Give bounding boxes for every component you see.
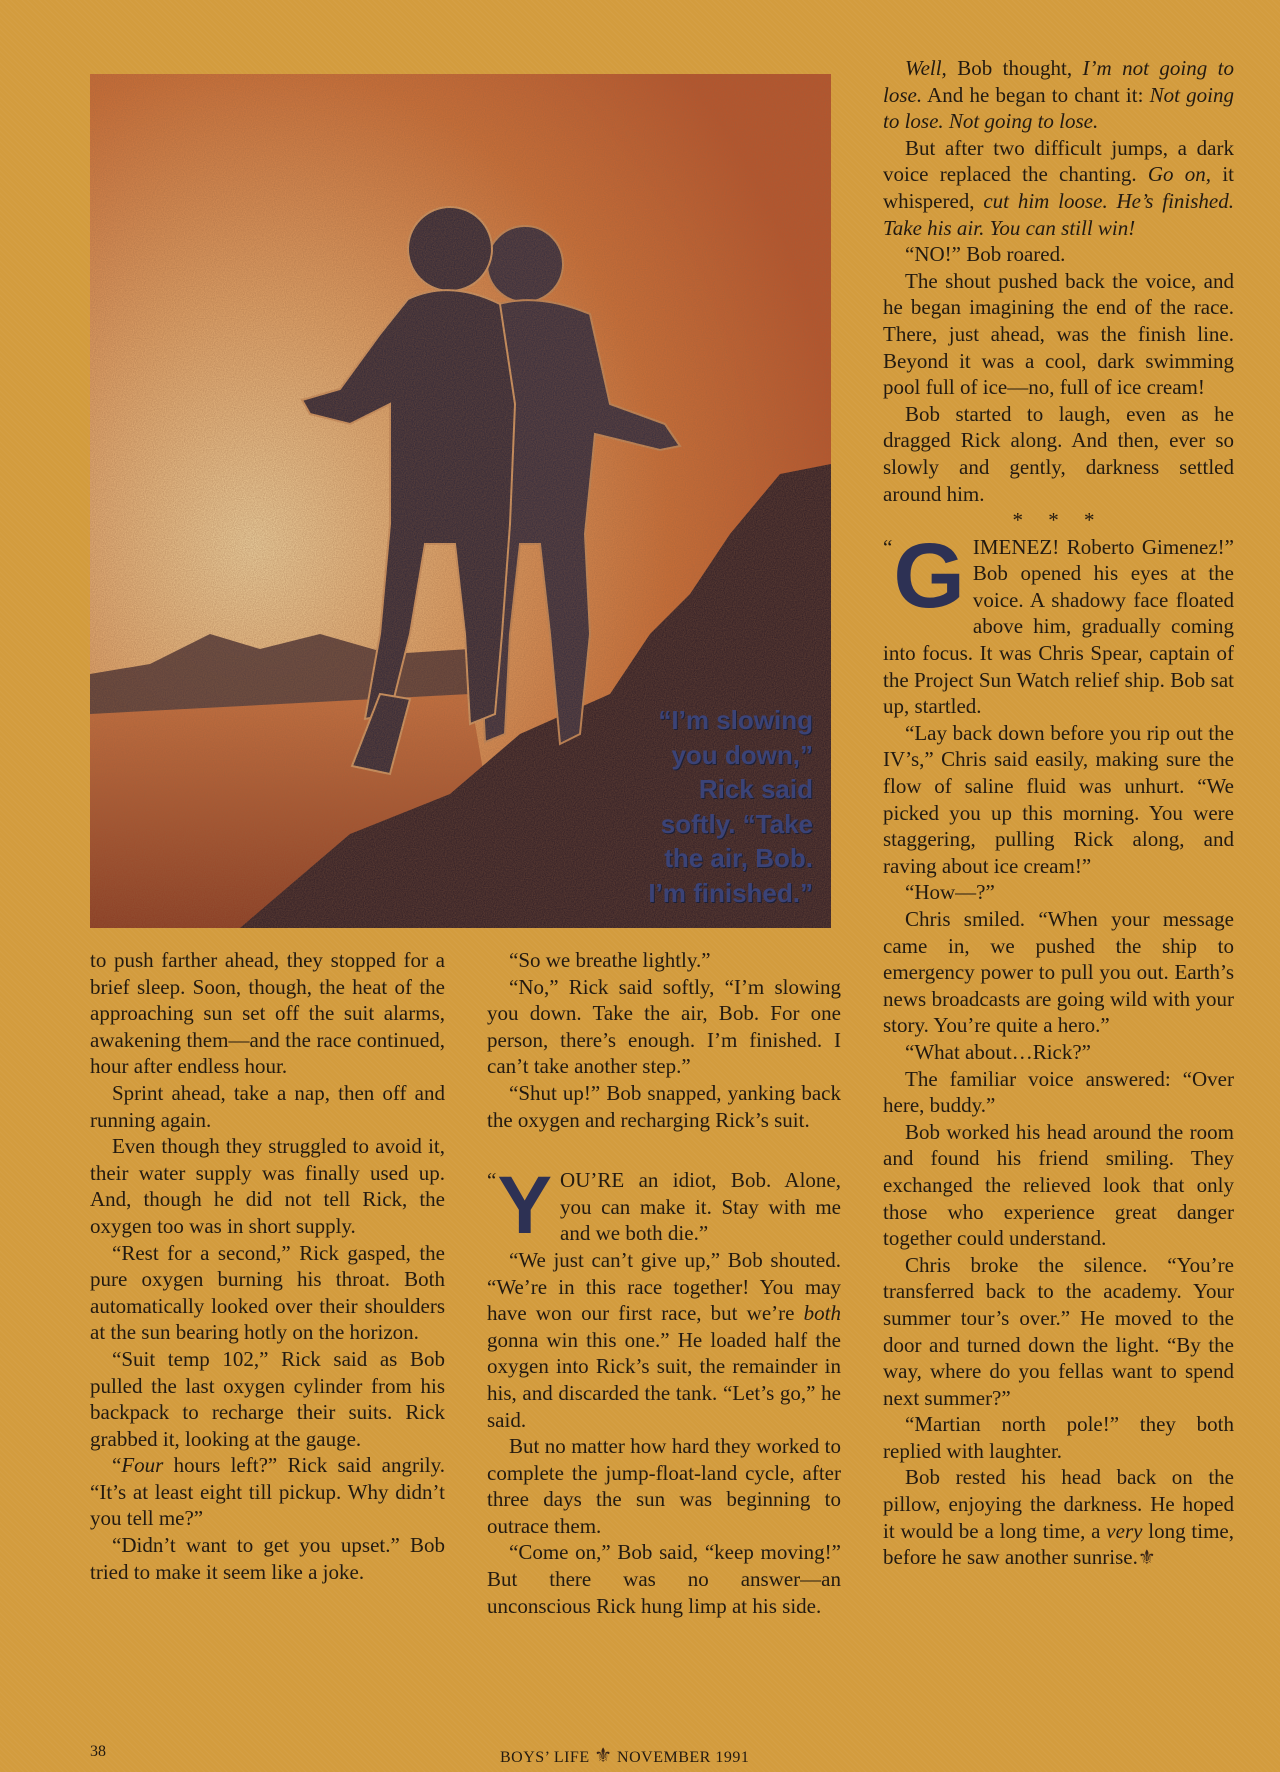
paragraph: “Rest for a second,” Rick gasped, the pure oxygen burning his throat. Both automatically looked over their shoulders at the sun bearing hotly on the horizon.: [90, 1240, 445, 1345]
paragraph: “So we breathe lightly.”: [509, 948, 711, 972]
emphasis: both: [803, 1301, 841, 1326]
emphasis: Four: [121, 1453, 164, 1478]
text-span: hours left?” Rick said angrily. “It’s at least eight till pickup. Why didn’t you tell me?”: [90, 1453, 445, 1531]
open-quote: “: [487, 1168, 497, 1193]
paragraph: “Martian north pole!” they both replied with laughter.: [883, 1412, 1234, 1463]
paragraph: “Shut up!” Bob snapped, yanking back the oxygen and recharging Rick’s suit.: [487, 1080, 841, 1132]
paragraph: to push farther ahead, they stopped for a brief sleep. Soon, though, the heat of the approaching sun set off the suit alarms, awakening them—and the race continued, hour after endless hour.: [90, 948, 445, 1079]
emphasis: cut him loose. He’s finished. Take his air. You can still win!: [883, 188, 1234, 240]
paragraph-dropcap: [487, 1160, 841, 1252]
paragraph-dropcap: [883, 524, 1234, 720]
paragraph: Sprint ahead, take a nap, then off and running again.: [90, 1080, 445, 1132]
paragraph: The familiar voice answered: “Over here, buddy.”: [883, 1066, 1234, 1118]
paragraph: “Didn’t want to get you upset.” Bob tried to make it seem like a joke.: [90, 1533, 445, 1584]
text-span: gonna win this one.” He loaded half the oxygen into Rick’s suit, the remainder in his, and discarded the tank. “Let’s go,” he said.: [487, 1327, 841, 1432]
running-footer: [500, 1743, 749, 1768]
drop-cap: Y: [497, 1160, 553, 1252]
text-span: IMENEZ! Roberto Gimenez!” Bob opened his eyes at the voice. A shadowy face floated above him, gradually coming into focus. It was Chris Spear, captain of the Project Sun Watch relief ship. Bob sat up, startled.: [883, 534, 1234, 719]
issue-date: NOVEMBER 1991: [617, 1749, 750, 1766]
paragraph: [90, 1452, 445, 1532]
text-span: And he began to chant it:: [922, 82, 1150, 107]
emphasis: Well,: [905, 56, 947, 80]
caption-line: I’m finished.”: [648, 877, 813, 908]
text-span: OU’RE an idiot, Bob. Alone, you can make it. Stay with me and we both die.”: [560, 1168, 841, 1246]
text-span: Bob thought,: [946, 56, 1083, 80]
caption-line: Rick said: [698, 774, 813, 804]
text-span: “: [112, 1453, 122, 1478]
drop-cap: G: [893, 524, 965, 627]
paragraph: “Suit temp 102,” Rick said as Bob pulled the last oxygen cylinder from his backpack to recharge their suits. Rick grabbed it, looking at the gauge.: [90, 1346, 445, 1451]
caption-line: softly. “Take: [660, 808, 813, 839]
paragraph: [487, 1247, 841, 1433]
open-quote: “: [883, 534, 893, 559]
caption-line: “I’m slowing: [658, 705, 813, 735]
paragraph: “How—?”: [905, 880, 995, 905]
paragraph: [883, 135, 1234, 241]
caption-line: you down,”: [671, 739, 813, 770]
paragraph: Bob worked his head around the room and found his friend smiling. They exchanged the relieved look that only those who experience great danger together could understand.: [883, 1119, 1234, 1251]
fleur-de-lis-icon: ⚜: [1137, 1547, 1156, 1570]
paragraph: But no matter how hard they worked to complete the jump-float-land cycle, after three days the sun was beginning to outrace them.: [487, 1434, 841, 1538]
emphasis: very: [1106, 1518, 1143, 1543]
publication-name: BOYS’ LIFE: [500, 1749, 590, 1766]
pull-quote-caption: [613, 703, 813, 910]
story-illustration: [90, 74, 831, 928]
text-span: long time, before he saw another sunrise.: [883, 1518, 1234, 1570]
paragraph: “Lay back down before you rip out the IV’s,” Chris said easily, making sure the flow of saline fluid was unhurt. “We picked you up this morning. You were staggering, pulling Rick along, and raving about ice cream!”: [883, 720, 1234, 878]
paragraph: [883, 1464, 1234, 1571]
fleur-de-lis-icon: ⚜: [594, 1745, 613, 1767]
paragraph: “What about…Rick?”: [905, 1039, 1092, 1064]
emphasis: Go on,: [1147, 162, 1212, 187]
section-break: * * *: [1012, 508, 1105, 533]
text-column-1: [90, 947, 445, 1585]
text-column-3: [883, 55, 1234, 1572]
paragraph: The shout pushed back the voice, and he began imagining the end of the race. There, just ahead, was the finish line. Beyond it was a cool, dark swimming pool full of ice—no, full of ice cream!: [883, 268, 1234, 400]
page-number: 38: [90, 1743, 106, 1760]
paragraph: Even though they struggled to avoid it, their water supply was finally used up. And, though he did not tell Rick, the oxygen too was in short supply.: [90, 1134, 445, 1238]
paragraph: Chris smiled. “When your message came in, we pushed the ship to emergency power to pull you out. Earth’s news broadcasts are going wild with your story. You’re quite a hero.”: [883, 907, 1234, 1038]
text-span: it whispered,: [883, 162, 1234, 213]
paragraph: “Come on,” Bob said, “keep moving!” But there was no answer—an unconscious Rick hung limp at his side.: [487, 1540, 841, 1618]
text-span: But after two difficult jumps, a dark voice replaced the chanting.: [883, 135, 1234, 187]
caption-line: the air, Bob.: [664, 843, 813, 873]
emphasis: I’m not going to lose.: [883, 56, 1234, 107]
paragraph: “NO!” Bob roared.: [905, 242, 1066, 267]
paragraph: “No,” Rick said softly, “I’m slowing you down. Take the air, Bob. For one person, there’s enough. I’m finished. I can’t take another step.”: [487, 974, 841, 1079]
text-column-2: [487, 947, 841, 1619]
text-span: Bob rested his head back on the pillow, enjoying the darkness. He hoped it would be a long time, a: [883, 1465, 1234, 1543]
paragraph: Bob started to laugh, even as he dragged Rick along. And then, ever so slowly and gently, darkness settled around him.: [883, 401, 1234, 506]
emphasis: Not going to lose. Not going to lose.: [883, 82, 1234, 134]
text-span: “We just can’t give up,” Bob shouted. “We’re in this race together! You may have won our first race, but we’re: [487, 1247, 841, 1326]
paragraph: [883, 55, 1234, 135]
paragraph: Chris broke the silence. “You’re transferred back to the academy. Your summer tour’s over.” He moved to the door and turned down the light. “By the way, where do you fellas want to spend next summer?”: [883, 1252, 1234, 1410]
